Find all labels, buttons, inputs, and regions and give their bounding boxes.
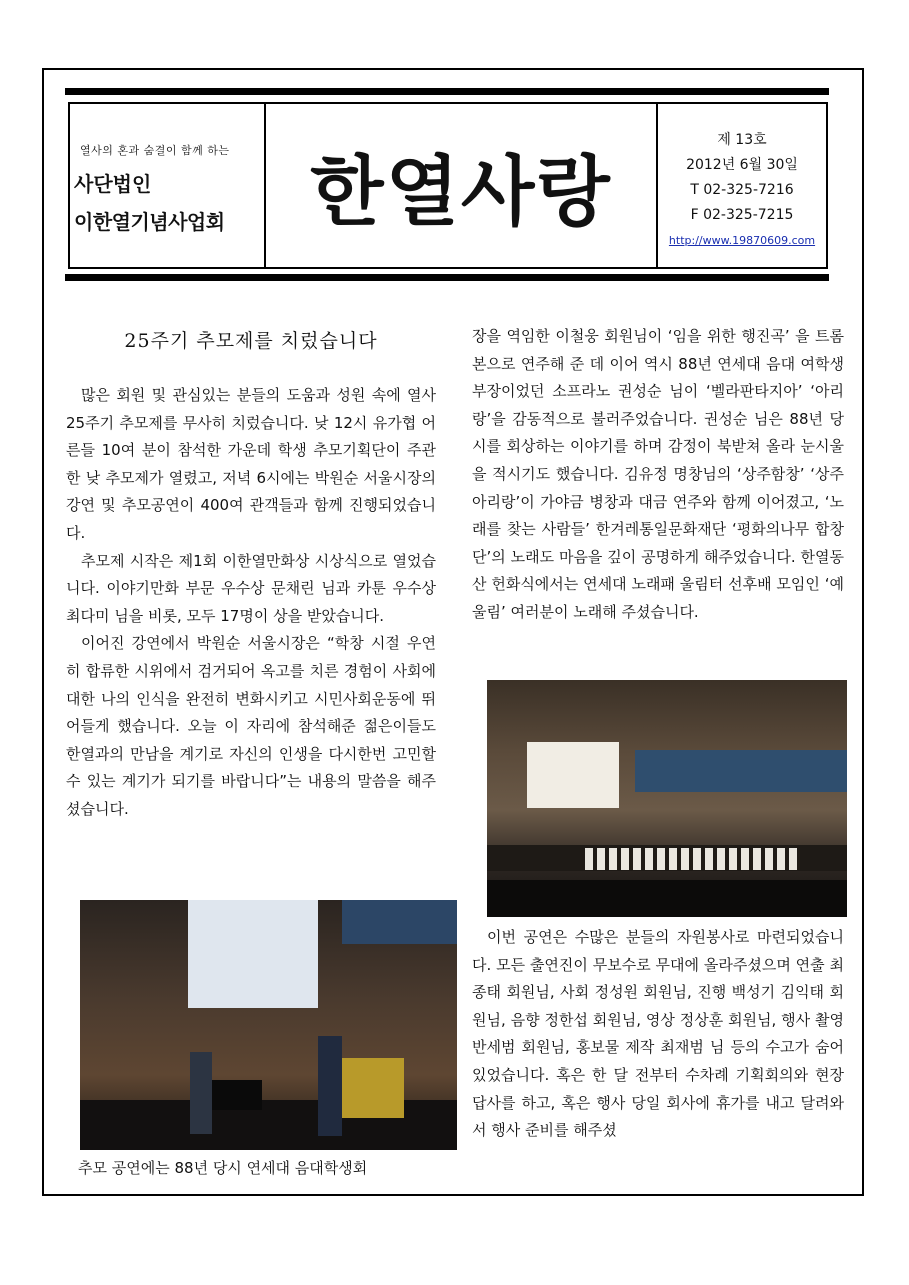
stage-banner [635, 750, 847, 792]
projection-screen [527, 742, 619, 808]
org-line-1: 사단법인 [74, 172, 152, 196]
fax-number: F 02-325-7215 [690, 207, 794, 223]
paragraph: 장을 역임한 이철웅 회원님이 ‘임을 위한 행진곡’ 을 트롬본으로 연주해 준 데 이어 역시 88년 연세대 음대 여학생부장이었던 소프라노 권성순 님이 ‘벨라판타지아’ ‘아리랑’을 감동적으로 불러주었습니다. 권성순 님은 88년 당시를 회상하는 이야기를 하며 감정이 북받쳐 올라 눈시울을 적시기도 했습니다. 김유정 명창님의 ‘상주함창’ ‘상주아리랑’이 가야금 병창과 대금 연주와 함께 이어졌고, ‘노래를 찾는 사람들’ 한겨레통일문화재단 ‘평화의나무 합창단’의 노래도 마음을 깊이 공명하게 해주었습니다. 한열동산 헌화식에서는 연세대 노래패 울림터 선후배 모임인 ‘예울림’ 여러분이 노래해 주셨습니다. [472, 327, 844, 621]
stage-banner [342, 900, 457, 944]
article-right-column-top [472, 323, 844, 627]
projection-screen [188, 900, 318, 1008]
paragraph: 이번 공연은 수많은 분들의 자원봉사로 마련되었습니다. 모든 출연진이 무보수로 무대에 올라주셨으며 연출 최종태 회원님, 사회 정성원 회원님, 진행 백성기 김익태 회원님, 음향 정한섭 회원님, 영상 정상훈 회원님, 행사 촬영 반세범 회원님, 홍보물 제작 최재범 님 등의 수고가 숨어있었습니다. 혹은 한 달 전부터 수차례 기획회의와 현장 답사를 하고, 혹은 행사 당일 회사에 휴가를 내고 달려와서 행사 준비를 해주셨 [472, 928, 844, 1140]
speaker-figure [318, 1036, 342, 1136]
issue-date: 2012년 6월 30일 [686, 157, 798, 173]
masthead-title-block [266, 104, 658, 267]
website-link[interactable]: http://www.19870609.com [668, 234, 816, 247]
issue-number: 제 13호 [717, 132, 767, 148]
newsletter-title: 한열사랑 [310, 147, 612, 236]
tagline: 열사의 혼과 숨결이 함께 하는 [80, 144, 230, 157]
masthead-org-block [70, 104, 266, 267]
left-column-continuation: 추모 공연에는 88년 당시 연세대 음대학생회 [78, 1159, 368, 1177]
top-rule [65, 88, 829, 95]
lecture-stage-illustration [80, 900, 457, 1150]
paragraph: 이어진 강연에서 박원순 서울시장은 “학창 시절 우연히 합류한 시위에서 검거되어 옥고를 치른 경험이 사회에 대한 나의 인식을 완전히 변화시키고 시민사회운동에 뛰어들게 했습니다. 오늘 이 자리에 참석해준 젊은이들도 한열과의 만남을 계기로 자신의 인생을 다시한번 고민할 수 있는 계기가 되기를 바랍니다”는 내용의 말씀을 해주셨습니다. [66, 634, 436, 818]
audience-shadow [487, 880, 847, 917]
choir-stage-illustration [487, 680, 847, 917]
masthead [68, 102, 828, 269]
lecture-stage-photo [80, 900, 457, 1150]
paragraph: 많은 회원 및 관심있는 분들의 도움과 성원 속에 열사 25주기 추모제를 무사히 치렀습니다. 낮 12시 유가협 어른들 10여 분이 참석한 가운데 학생 추모기획단이 주관한 낮 추모제가 열렸고, 저녁 6시에는 박원순 서울시장의 강연 및 추모공연이 400여 관객들과 함께 진행되었습니다. [66, 386, 436, 542]
bottom-rule [65, 274, 829, 281]
masthead-info-block [658, 104, 826, 267]
choir-stage-photo [487, 680, 847, 917]
org-line-2: 이한열기념사업회 [74, 210, 225, 234]
article-left-column [66, 382, 436, 824]
speaker-figure [190, 1052, 212, 1134]
article-right-column-bottom [472, 924, 844, 1145]
paragraph: 추모제 시작은 제1회 이한열만화상 시상식으로 열었습니다. 이야기만화 부문 우수상 문채린 님과 카툰 우수상 최다미 님을 비롯, 모두 17명이 상을 받았습니다. [66, 551, 436, 625]
article-headline: 25주기 추모제를 치렀습니다 [124, 330, 378, 352]
lectern [338, 1058, 404, 1118]
phone-number: T 02-325-7216 [690, 182, 794, 198]
